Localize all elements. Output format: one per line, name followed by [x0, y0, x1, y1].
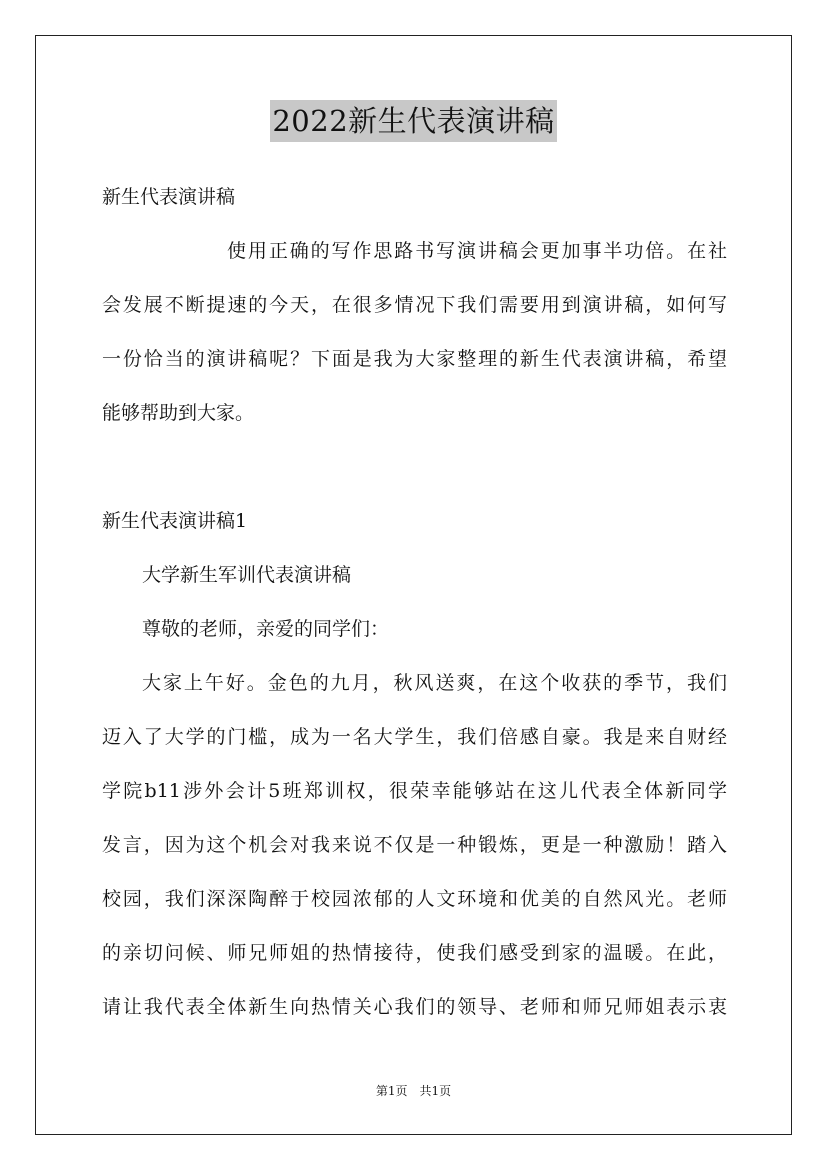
page-footer: 第1页 共1页 — [375, 1084, 452, 1098]
body-line: 的亲切问候、师兄师姐的热情接待，使我们感受到家的温暖。在此， — [102, 942, 727, 964]
subtitle: 新生代表演讲稿 — [102, 186, 236, 208]
document-title: 2022新生代表演讲稿 — [270, 100, 556, 142]
body-line: 请让我代表全体新生向热情关心我们的领导、老师和师兄师姐表示衷 — [102, 996, 727, 1018]
intro-line: 会发展不断提速的今天，在很多情况下我们需要用到演讲稿，如何写 — [102, 294, 727, 316]
paragraph-gap — [102, 440, 727, 494]
salutation: 尊敬的老师，亲爱的同学们： — [142, 618, 390, 640]
intro-line: 能够帮助到大家。 — [102, 402, 255, 424]
body-line: 发言，因为这个机会对我来说不仅是一种锻炼，更是一种激励！踏入 — [102, 834, 727, 856]
title-container — [0, 100, 827, 142]
document-body — [102, 170, 727, 1034]
section-heading: 新生代表演讲稿1 — [102, 510, 248, 532]
speech-title: 大学新生军训代表演讲稿 — [142, 564, 352, 586]
body-line: 校园，我们深深陶醉于校园浓郁的人文环境和优美的自然风光。老师 — [102, 888, 727, 910]
intro-line: 一份恰当的演讲稿呢？下面是我为大家整理的新生代表演讲稿，希望 — [102, 348, 727, 370]
body-line: 迈入了大学的门槛，成为一名大学生，我们倍感自豪。我是来自财经 — [102, 726, 727, 748]
intro-line: 使用正确的写作思路书写演讲稿会更加事半功倍。在社 — [227, 240, 727, 262]
body-line: 学院b11涉外会计5班郑训权，很荣幸能够站在这儿代表全体新同学 — [102, 780, 727, 802]
body-line: 大家上午好。金色的九月，秋风送爽，在这个收获的季节，我们 — [142, 672, 727, 694]
